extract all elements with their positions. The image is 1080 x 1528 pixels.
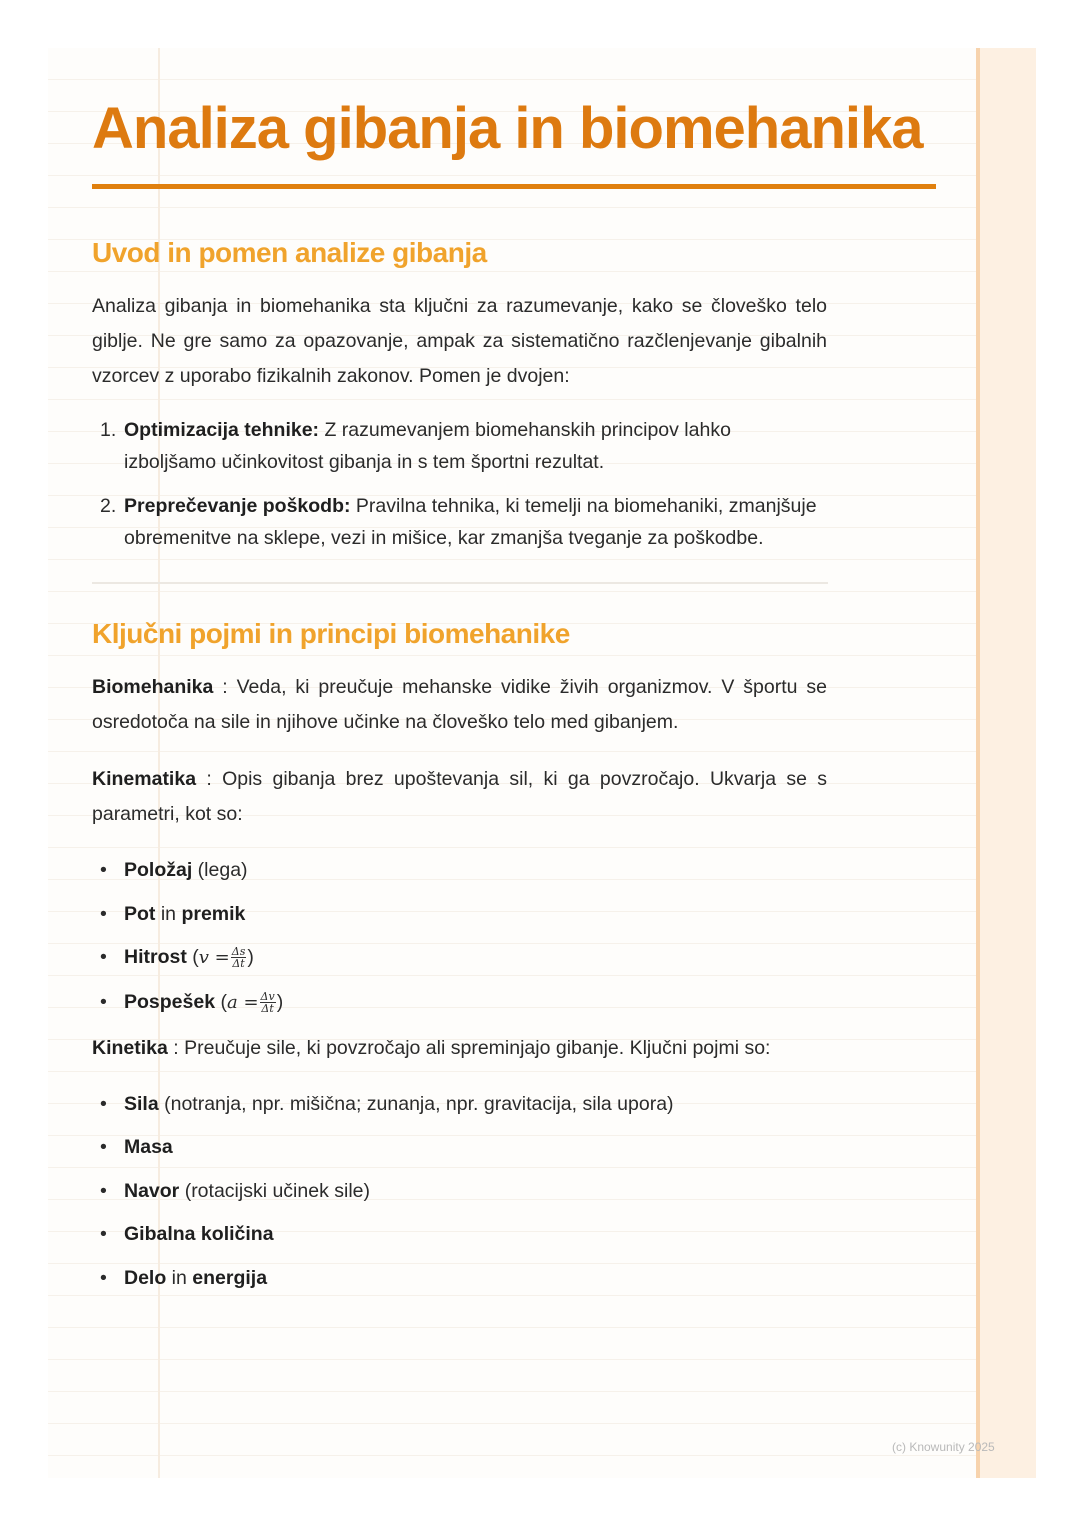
formula-close: ) [276,990,284,1013]
list-item [92,986,936,1019]
fraction-denominator: Δt [232,957,245,971]
item-term: Hitrost [124,946,187,968]
list-number: 2. [100,495,117,517]
list-item [92,414,827,478]
definition-text: : Opis gibanja brez upoštevanja sil, ki ga povzročajo. Ukvarja se s parametri, kot so: [92,768,827,825]
item-term: Masa [124,1136,173,1158]
list-term: Optimizacija tehnike: [124,419,320,441]
item-text: in [155,902,182,925]
bullet-icon: • [100,1092,107,1115]
kinematika-list [92,854,936,1019]
list-item [92,1175,936,1207]
section-heading-concepts: Ključni pojmi in principi biomehanike [92,618,570,649]
page-title: Analiza gibanja in biomehanika [92,96,923,161]
section-heading-intro: Uvod in pomen analize gibanja [92,237,487,268]
list-item [92,854,936,886]
importance-list [92,414,827,554]
section-divider [92,582,828,584]
fraction-denominator: Δt [261,1001,274,1015]
item-text: (rotacijski učinek sile) [179,1179,370,1202]
list-term: Preprečevanje poškodb: [124,495,351,517]
list-item [92,1262,936,1294]
kinetika-definition [92,1031,827,1066]
formula-lhs: a = [226,991,259,1013]
definition-text: : Preučuje sile, ki povzročajo ali spreminjajo gibanje. Ključni pojmi so: [167,1036,771,1059]
list-item [92,941,936,974]
list-item [92,1218,936,1250]
list-item [92,1088,936,1120]
item-text: (notranja, npr. mišična; zunanja, npr. gravitacija, sila upora) [158,1092,674,1115]
item-term: Pot [124,902,156,925]
list-item [92,1131,936,1163]
formula-lhs: v = [198,947,230,968]
item-term: Gibalna količina [124,1223,274,1245]
definition-term: Kinematika [92,768,197,790]
title-rule [92,184,936,189]
list-text: Pravilna tehnika, ki temelji na biomehaniki, zmanjšuje obremenitve na sklepe, vezi in mišice, kar zmanjša tveganje za poškodbe. [124,495,817,549]
bullet-icon: • [100,946,107,968]
copyright-footer: (c) Knowunity 2025 [892,1440,995,1454]
bullet-icon: • [100,859,107,881]
bullet-icon: • [100,1179,107,1202]
formula-close: ) [247,946,254,968]
bullet-icon: • [100,990,107,1013]
formula-open: ( [215,990,227,1013]
fraction-numerator: Δv [260,989,275,1003]
item-text: (lega) [192,859,248,881]
bullet-icon: • [100,902,107,925]
item-term: premik [181,902,246,925]
formula-fraction [260,991,276,1014]
definition-text: : Veda, ki preučuje mehanske vidike živih organizmov. V športu se osredotoča na sile in njihove učinke na človeško telo med gibanjem. [92,676,827,733]
kinematika-definition [92,762,827,832]
item-term: energija [192,1266,268,1289]
item-term: Pospešek [124,990,216,1013]
item-text: in [166,1266,193,1289]
item-term: Sila [124,1092,159,1115]
document-content [92,96,936,1305]
intro-paragraph: Analiza gibanja in biomehanika sta ključni za razumevanje, kako se človeško telo giblje. Ne gre samo za opazovanje, ampak za sistematično razčlenjevanje gibalnih vzorcev z uporabo fizikalnih zakonov. Pomen je dvojen: [92,295,827,387]
fraction-numerator: Δs [231,945,246,959]
item-term: Položaj [124,859,193,881]
list-text: Z razumevanjem biomehanskih principov lahko izboljšamo učinkovitost gibanja in s tem športni rezultat. [124,419,731,473]
definition-term: Biomehanika [92,676,214,698]
formula-open: ( [186,946,199,968]
formula-fraction [231,946,247,969]
definition-term: Kinetika [92,1036,168,1059]
list-number: 1. [100,419,117,441]
list-item [92,490,827,554]
bullet-icon: • [100,1136,107,1158]
list-item [92,898,936,930]
biomehanika-definition [92,670,827,740]
side-strip [976,48,1036,1478]
kinetika-list [92,1088,936,1294]
bullet-icon: • [100,1266,107,1289]
bullet-icon: • [100,1223,107,1245]
item-term: Navor [124,1179,180,1202]
item-term: Delo [124,1266,167,1289]
